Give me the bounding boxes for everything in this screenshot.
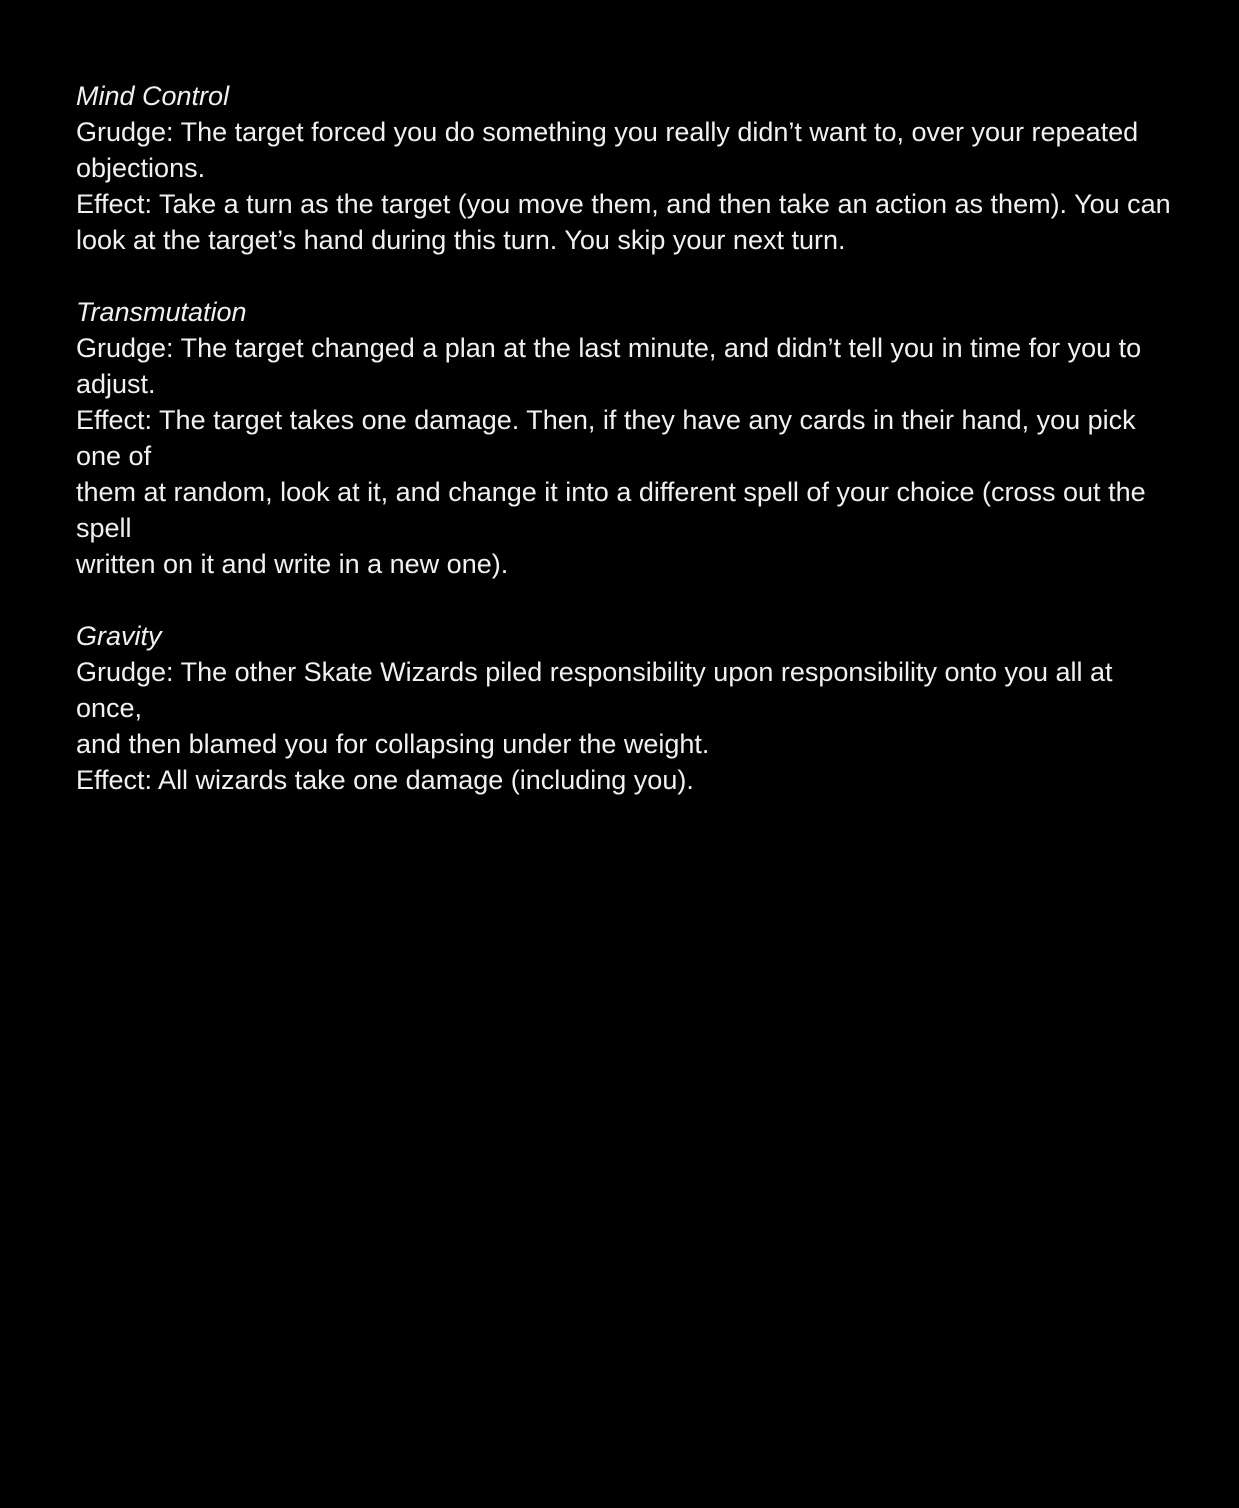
spell-title: Mind Control: [76, 81, 230, 111]
spell-section-transmutation: [76, 294, 1179, 582]
spell-text-line: Effect: Take a turn as the target (you move them, and then take an action as them). You can: [76, 189, 1171, 219]
spell-text-line: Grudge: The target forced you do something you really didn’t want to, over your repeated: [76, 117, 1139, 147]
spell-text-line: Effect: All wizards take one damage (including you).: [76, 765, 694, 795]
spell-title: Gravity: [76, 621, 162, 651]
spell-text-line: Grudge: The target changed a plan at the last minute, and didn’t tell you in time for you to: [76, 333, 1142, 363]
spell-text-line: Effect: The target takes one damage. Then, if they have any cards in their hand, you pick one of: [76, 405, 1144, 471]
spell-text-line: written on it and write in a new one).: [76, 549, 509, 579]
spell-text-line: Grudge: The other Skate Wizards piled responsibility upon responsibility onto you all at once,: [76, 657, 1121, 723]
spell-section-gravity: [76, 618, 1179, 798]
spell-section-mind-control: [76, 78, 1179, 258]
spell-text-line: adjust.: [76, 369, 156, 399]
spell-text-line: look at the target’s hand during this turn. You skip your next turn.: [76, 225, 846, 255]
spell-text-line: and then blamed you for collapsing under the weight.: [76, 729, 710, 759]
spell-title: Transmutation: [76, 297, 247, 327]
spell-text-line: objections.: [76, 153, 206, 183]
spell-text-line: them at random, look at it, and change it into a different spell of your choice (cross out the spell: [76, 477, 1154, 543]
